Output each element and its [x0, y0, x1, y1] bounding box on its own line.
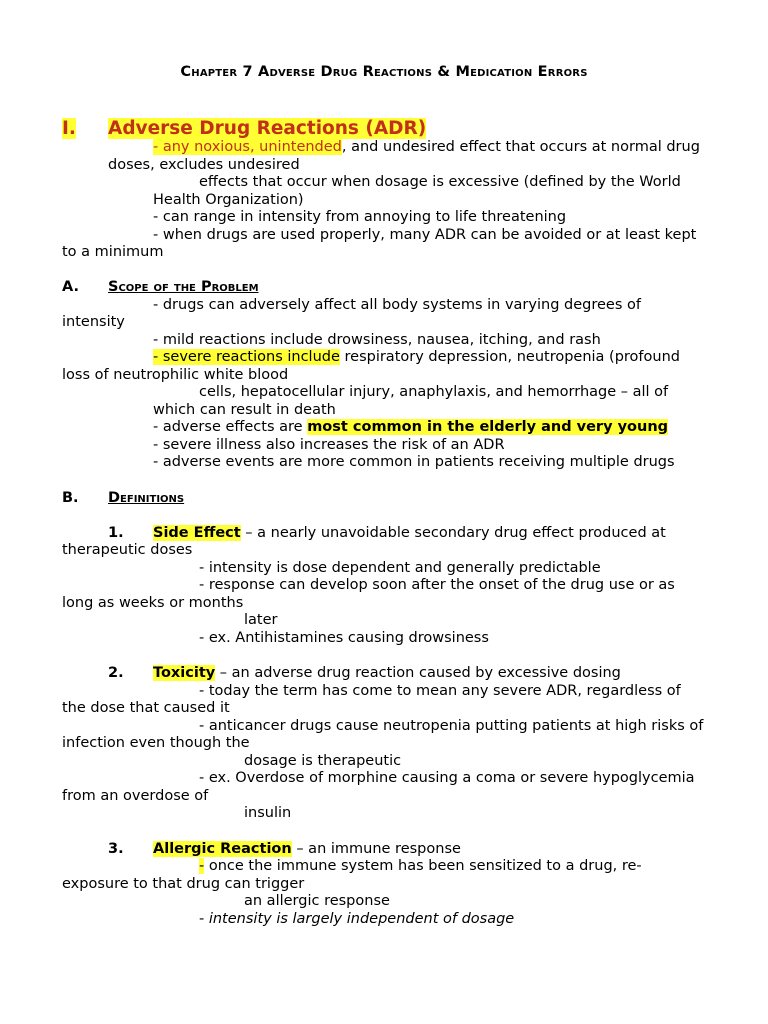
text-line: - mild reactions include drowsiness, nausea, itching, and rash — [153, 332, 601, 348]
text-line: - response can develop soon after the onset of the drug use or as — [199, 577, 675, 593]
text-line: long as weeks or months — [62, 595, 244, 611]
text-line: Health Organization) — [153, 192, 304, 208]
subsection-label: B. — [62, 490, 79, 506]
text-line: doses, excludes undesired — [108, 157, 300, 173]
text-line: insulin — [244, 805, 292, 821]
text-line: loss of neutrophilic white blood — [62, 367, 289, 383]
text-line: Allergic Reaction – an immune response — [153, 841, 461, 857]
definition-term: Allergic Reaction — [153, 841, 292, 857]
text-line: - adverse effects are most common in the elderly and very young — [153, 419, 669, 435]
definition-number: 3. — [108, 841, 124, 857]
highlight: - severe reactions include — [153, 349, 340, 365]
section-number: I. — [62, 118, 76, 139]
text-line: - when drugs are used properly, many ADR can be avoided or at least kept — [153, 227, 697, 243]
definition-number: 2. — [108, 665, 124, 681]
text-line: - can range in intensity from annoying to life threatening — [153, 209, 567, 225]
text-line: - any noxious, unintended, and undesired effect that occurs at normal drug — [153, 139, 700, 155]
text-line: which can result in death — [153, 402, 336, 418]
text-line: - severe illness also increases the risk of an ADR — [153, 437, 505, 453]
text-line: - ex. Overdose of morphine causing a coma or severe hypoglycemia — [199, 770, 695, 786]
definition-term: Toxicity — [153, 665, 216, 681]
text-line: an allergic response — [244, 893, 390, 909]
subsection-label: A. — [62, 279, 79, 295]
text-line: cells, hepatocellular injury, anaphylaxis, and hemorrhage – all of — [199, 384, 669, 400]
section-heading: Adverse Drug Reactions (ADR) — [108, 118, 427, 139]
text-line: later — [244, 612, 278, 628]
text-line: - intensity is largely independent of dosage — [199, 911, 515, 927]
text-line: - severe reactions include respiratory depression, neutropenia (profound — [153, 349, 680, 365]
text-line: exposure to that drug can trigger — [62, 876, 305, 892]
highlight: - any noxious, unintended — [153, 139, 342, 155]
text-line: from an overdose of — [62, 788, 209, 804]
text-line: therapeutic doses — [62, 542, 193, 558]
text-line: - drugs can adversely affect all body systems in varying degrees of — [153, 297, 641, 313]
text-line: effects that occur when dosage is excessive (defined by the World — [199, 174, 681, 190]
text-line: - intensity is dose dependent and generally predictable — [199, 560, 601, 576]
definition-number: 1. — [108, 525, 124, 541]
subsection-heading: Definitions — [108, 490, 185, 506]
text-line: - today the term has come to mean any severe ADR, regardless of — [199, 683, 681, 699]
subsection-heading: Scope of the Problem — [108, 279, 259, 295]
highlight: most common in the elderly and very young — [307, 419, 669, 435]
text-line: intensity — [62, 314, 125, 330]
text-line: Side Effect – a nearly unavoidable secondary drug effect produced at — [153, 525, 666, 541]
text-line: - anticancer drugs cause neutropenia putting patients at high risks of — [199, 718, 704, 734]
highlight: - — [199, 858, 205, 874]
text-line: to a minimum — [62, 244, 164, 260]
text-line: dosage is therapeutic — [244, 753, 402, 769]
text-line: - ex. Antihistamines causing drowsiness — [199, 630, 489, 646]
text-line: - once the immune system has been sensitized to a drug, re- — [199, 858, 642, 874]
definition-term: Side Effect — [153, 525, 241, 541]
text-line: infection even though the — [62, 735, 250, 751]
text-line: Toxicity – an adverse drug reaction caused by excessive dosing — [153, 665, 621, 681]
text-line: the dose that caused it — [62, 700, 230, 716]
text-line: - adverse events are more common in patients receiving multiple drugs — [153, 454, 675, 470]
page-title: Chapter 7 Adverse Drug Reactions & Medication Errors — [180, 64, 588, 80]
